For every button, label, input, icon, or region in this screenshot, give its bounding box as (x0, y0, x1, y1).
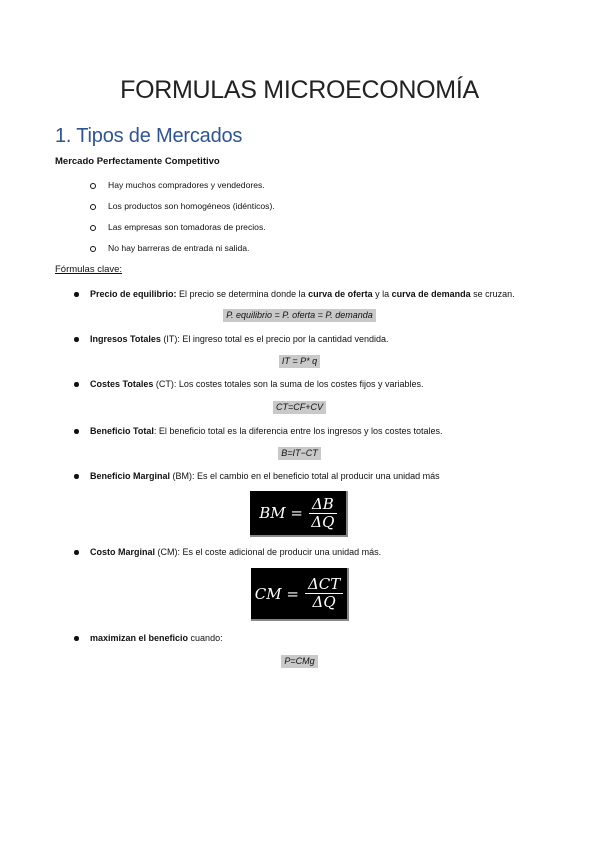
list-item: No hay barreras de entrada ni salida. (90, 242, 275, 263)
bullet-text: Beneficio Marginal (BM): Es el cambio en el beneficio total al producir una unidad más (90, 471, 440, 481)
list-item: Hay muchos compradores y vendedores. (90, 179, 275, 200)
bullet-text: Beneficio Total: El beneficio total es la diferencia entre los ingresos y los costes totales. (90, 426, 443, 436)
bullet-icon (74, 550, 79, 555)
bullet-text: Costo Marginal (CM): Es el coste adicional de producir una unidad más. (90, 547, 382, 557)
bullet-icon (74, 474, 79, 479)
formula-it: IT = P* q (0, 355, 599, 368)
bullet-icon (74, 337, 79, 342)
bullet-icon (74, 636, 79, 641)
bullet-icon (74, 429, 79, 434)
formula-cm-image: CM = $\frac{\text{ΔCT}}{\Delta Q}$ (251, 568, 349, 621)
formula-b: B=IT−CT (0, 447, 599, 460)
formula-p-cmg: P=CMg (0, 655, 599, 668)
bullet-text: Costes Totales (CT): Los costes totales son la suma de los costes fijos y variables. (90, 379, 424, 389)
list-item: Las empresas son tomadoras de precios. (90, 221, 275, 242)
formulas-label: Fórmulas clave: (55, 264, 123, 275)
subsection-heading: Mercado Perfectamente Competitivo (55, 156, 220, 167)
bullet-text: Ingresos Totales (IT): El ingreso total es el precio por la cantidad vendida. (90, 334, 389, 344)
characteristics-list (90, 179, 275, 263)
formula-equilibrium: P. equilibrio = P. oferta = P. demanda (0, 309, 599, 322)
list-item: Los productos son homogéneos (idénticos). (90, 200, 275, 221)
bullet-icon (74, 292, 79, 297)
bullet-icon (74, 382, 79, 387)
section-heading: 1. Tipos de Mercados (55, 125, 243, 147)
bullet-text: maximizan el beneficio cuando: (90, 633, 223, 643)
bullet-text: Precio de equilibrio: El precio se determina donde la curva de oferta y la curva de demanda se cruzan. (90, 289, 515, 299)
formula-bm-image: BM = $\frac{\Delta B}{\Delta Q}$ (250, 491, 348, 537)
document-title: FORMULAS MICROECONOMÍA (120, 76, 479, 104)
formula-ct: CT=CF+CV (0, 401, 599, 414)
